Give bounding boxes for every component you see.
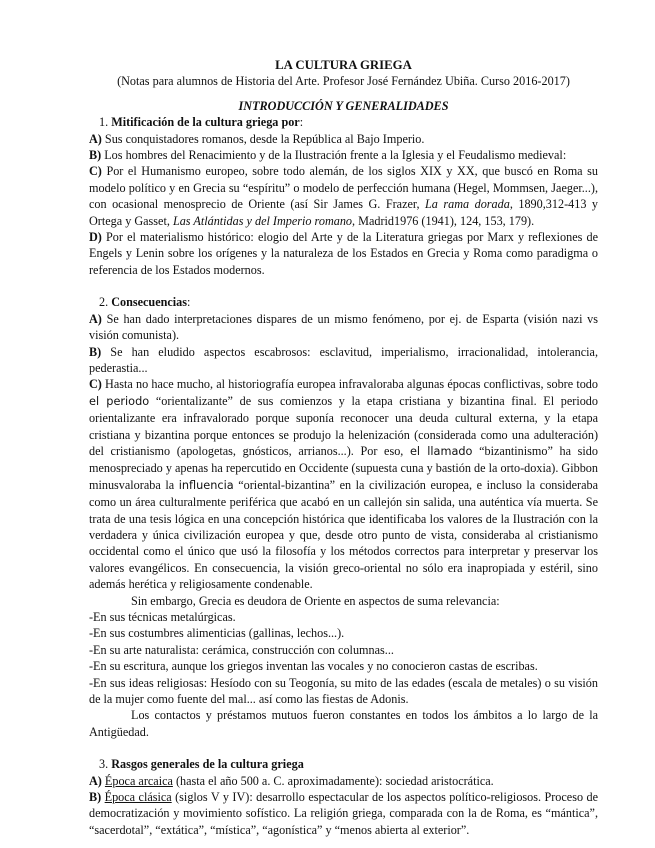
debt-item: -En sus costumbres alimenticias (gallinas, lechos...). xyxy=(89,626,345,641)
section-3-item-a: A) Época arcaica (hasta el año 500 a. C. aproximadamente): sociedad aristocrática. xyxy=(89,773,494,788)
section-1-item-c: C) Por el Humanismo europeo, sobre todo alemán, de los siglos XIX y XX, que buscó en Roma su modelo político y en Grecia su “espíritu” o modelo de perfección humana (Hegel, Mommsen, Jaeger...), con ocasional menosprecio de Oriente (así Sir James G. Frazer, La rama dorada, 1890,312-413 y Ortega y Gasset, Las Atlántidas y del Imperio romano, Madrid1976 (1941), 124, 153, 179). xyxy=(89,164,598,228)
section-heading-intro: INTRODUCCIÓN Y GENERALIDADES xyxy=(238,98,449,113)
section-2-item-a: A) Se han dado interpretaciones dispares de un mismo fenómeno, por ej. de Esparta (visión nazi vs visión comunista). xyxy=(89,311,598,343)
debt-item: -En su arte naturalista: cerámica, construcción con columnas... xyxy=(89,642,394,657)
section-1-item-a: A) Sus conquistadores romanos, desde la República al Bajo Imperio. xyxy=(89,131,425,146)
section-3-item-b: B) Época clásica (siglos V y IV): desarrollo espectacular de los aspectos político-religiosos. Proceso de democratización y movimiento sofístico. La religión griega, comparada con la de Roma, es “mántica”, “sacerdotal”, “extática”, “mística”, “agonística” y “menos abierta al exterior”. xyxy=(89,790,598,837)
debt-item: -En sus técnicas metalúrgicas. xyxy=(89,610,236,624)
spacer xyxy=(89,278,598,294)
section-3-heading: 3. Rasgos generales de la cultura griega xyxy=(99,757,304,772)
section-1-title: Mitificación de la cultura griega por xyxy=(111,115,300,130)
debt-item: -En su escritura, aunque los griegos inventan las vocales y no conocieron castas de escribas. xyxy=(89,659,538,674)
section-3-title: Rasgos generales de la cultura griega xyxy=(111,757,304,772)
section-2-item-c: C) Hasta no hace mucho, al historiografía europea infravaloraba algunas épocas conflictivas, sobre todo el periodo “orientalizante” de sus comienzos y la etapa cristiana y bizantina final. El periodo orientalizante era infravalorado porque suponía reconocer una deuda cultural externa, y la etapa cristiana y bizantina porque entonces se produjo la helenización (considerada como una adulteración) del cristianismo (apologetas, gnósticos, arrianos...). Por eso, el llamado “bizantinismo” ha sido menospreciado y apenas ha repercutido en Occidente (supuesta cuna y bastión de la orto-doxia). Gibbon minusvaloraba la influencia “oriental-bizantina” en la civilización europea, e incluso la consideraba como un área culturalmente periférica que acabó en un callejón sin salida, una auténtica vía muerta. Se trata de una tesis lógica en una concepción histórica que identificaba los valores de la Ilustración con la verdadera y única civilización europea y que, desde otro punto de vista, consideraba al cristianismo occidental como el único que usó la filosofía y los métodos correctos para interpretar y preservar los valores evangélicos. En consecuencia, la visión greco-oriental no sólo era inapropiada y estéril, sino además herética y religiosamente condenable. xyxy=(89,377,598,592)
document-title: LA CULTURA GRIEGA xyxy=(275,58,412,72)
section-2-item-b: B) Se han eludido aspectos escabrosos: esclavitud, imperialismo, irracionalidad, intolerancia, pederastia... xyxy=(89,344,598,375)
debt-item: -En sus ideas religiosas: Hesíodo con su Teogonía, su mito de las edades (escala de metales) o su visión de la mujer como fuente del mal... así como las fiestas de Adonis. xyxy=(89,675,598,707)
document-subtitle: (Notas para alumnos de Historia del Arte. Profesor José Fernández Ubiña. Curso 2016-2017) xyxy=(117,74,570,89)
section-1-item-b: B) Los hombres del Renacimiento y de la Ilustración frente a la Iglesia y el Feudalismo medieval: xyxy=(89,148,567,163)
debt-intro: Sin embargo, Grecia es deudora de Oriente en aspectos de suma relevancia: xyxy=(131,593,500,608)
section-1-heading: 1. Mitificación de la cultura griega por: xyxy=(99,115,304,130)
spacer xyxy=(89,740,598,756)
document-body xyxy=(89,57,598,838)
section-2-title: Consecuencias xyxy=(111,295,188,310)
closing-paragraph: Los contactos y préstamos mutuos fueron constantes en todos los ámbitos a lo largo de la Antigüedad. xyxy=(89,708,598,739)
section-2-heading: 2. Consecuencias: xyxy=(99,295,191,310)
section-1-item-d: D) Por el materialismo histórico: elogio del Arte y de la Literatura griegas por Marx y reflexiones de Engels y Lenin sobre los orígenes y la naturaleza de los Estados en Grecia y Roma como paradigma o referencia de los Estados modernos. xyxy=(89,230,598,277)
